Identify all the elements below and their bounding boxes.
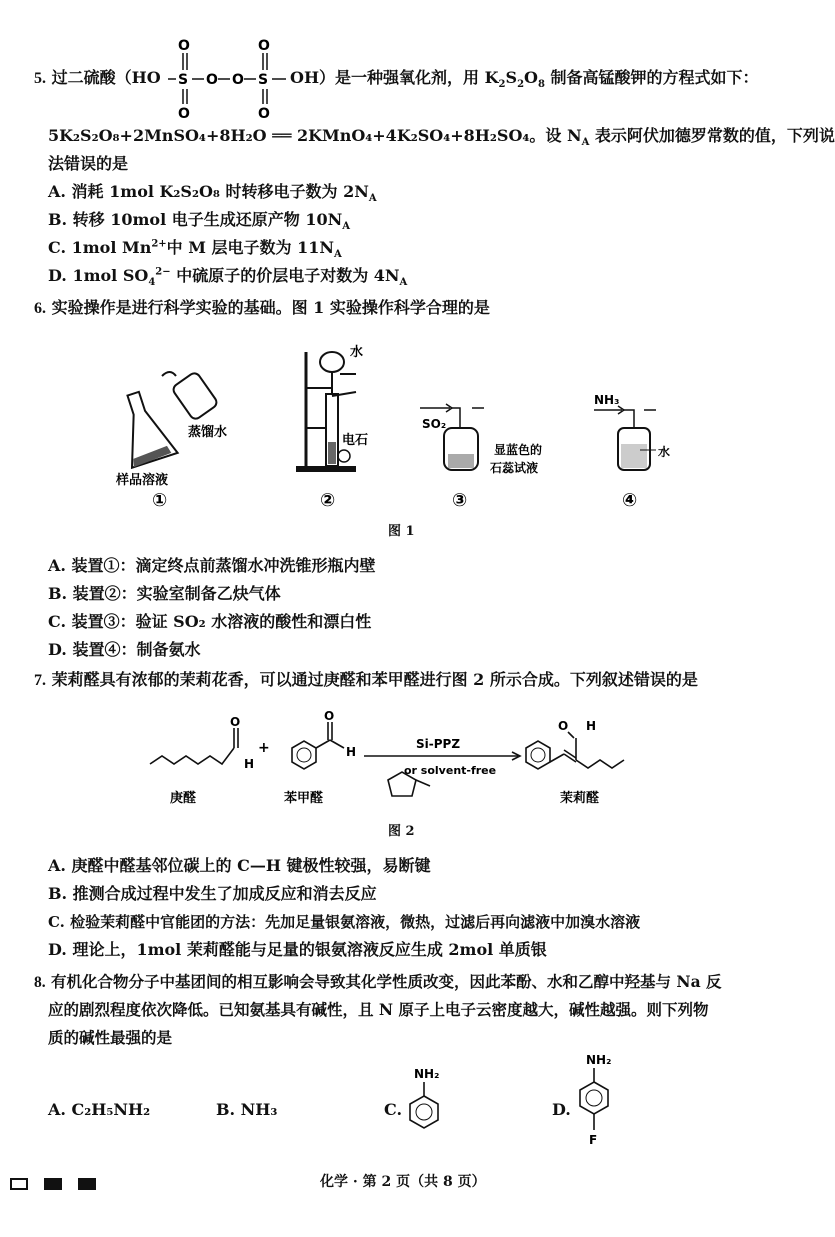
label-water-4: 水	[658, 445, 671, 459]
q5-opt-a-sub: A	[368, 193, 377, 205]
q6-stem	[34, 296, 490, 321]
q7-stem-text: 茉莉醛具有浓郁的茉莉花香，可以通过庚醛和苯甲醛进行图 2 所示合成。下列叙述错误的是	[51, 670, 698, 689]
q5-stem-line1	[34, 66, 161, 91]
q8-option-b: B. NH₃	[216, 1100, 278, 1119]
q8-stem-text1: 有机化合物分子中基团间的相互影响会导致其化学性质改变，因此苯酚、水和乙醇中羟基与 Na 反	[51, 972, 722, 991]
label-blue-litmus-1: 显蓝色的	[494, 443, 543, 457]
q7-option-a: A. 庚醛中醛基邻位碳上的 C—H 键极性较强，易断键	[48, 856, 431, 875]
q5-option-a	[48, 180, 377, 204]
q6-option-d: D. 装置④：制备氨水	[48, 640, 201, 659]
q5-opt-d-sub1: 4	[148, 277, 156, 289]
q6-option-b: B. 装置②：实验室制备乙炔气体	[48, 584, 281, 603]
q5-option-b	[48, 208, 350, 232]
question-number: 8.	[34, 974, 46, 991]
figure-1-caption: 图 1	[388, 524, 415, 539]
apparatus-4	[594, 393, 670, 511]
q5-opt-c-sub: A	[334, 249, 342, 261]
figure-1-apparatus	[110, 332, 710, 512]
heptanal-h: H	[244, 757, 255, 771]
oxygen-top-1: O	[178, 38, 190, 54]
oxygen-top-2: O	[258, 38, 270, 54]
apparatus-1-number: ①	[152, 490, 168, 511]
figure-2-caption: 图 2	[388, 824, 415, 839]
footer-mark-filled-2	[78, 1178, 96, 1190]
q6-option-a: A. 装置①：滴定终点前蒸馏水冲洗锥形瓶内壁	[48, 556, 376, 575]
label-so2: SO₂	[422, 417, 447, 431]
plus-sign: +	[258, 740, 270, 756]
oxygen-bottom-2: O	[258, 106, 270, 122]
benzaldehyde-o: O	[324, 709, 335, 723]
q5-option-d	[48, 264, 407, 288]
q5-text-g: 制备高锰酸钾的方程式如下：	[544, 68, 759, 87]
question-number: 5.	[34, 70, 46, 87]
q5-opt-b-text: B. 转移 10mol 电子生成还原产物 10N	[48, 210, 343, 229]
question-number: 6.	[34, 300, 46, 317]
q5-equation-tail: 表示阿伏加德罗常数的值，下列说	[589, 126, 835, 145]
aniline-nh2: NH₂	[414, 1067, 440, 1081]
fluoro-f: F	[589, 1133, 598, 1147]
q8-option-d: D.	[552, 1100, 571, 1119]
q5-text-e: S	[505, 68, 518, 87]
apparatus-2-number: ②	[320, 490, 336, 511]
figure-2-synthesis	[140, 700, 660, 810]
apparatus-3	[420, 404, 542, 511]
q5-opt-c-sup: 2+	[151, 238, 167, 250]
q8-option-c: C.	[384, 1100, 403, 1119]
q8-option-a: A. C₂H₅NH₂	[48, 1100, 151, 1119]
label-heptanal: 庚醛	[170, 791, 197, 806]
label-calcium-carbide: 电石	[342, 433, 369, 448]
q7-option-c: C. 检验茉莉醛中官能团的方法：先加足量银氨溶液，微热，过滤后再向滤液中加溴水溶液	[48, 913, 641, 931]
question-number: 7.	[34, 672, 46, 689]
apparatus-4-number: ④	[622, 490, 638, 511]
q5-opt-d-post: 中硫原子的价层电子对数为 4N	[170, 266, 400, 285]
apparatus-1	[110, 371, 227, 511]
q6-option-c: C. 装置③：验证 SO₂ 水溶液的酸性和漂白性	[48, 612, 372, 631]
heptanal-o: O	[230, 715, 241, 729]
q5-stem-line1b: OH）是一种强氧化剂，用 $K_2S_2O_8$ 制备高锰酸钾的方程式如下：	[290, 68, 759, 91]
q5-text-d: OH）是一种强氧化剂，用 K	[290, 68, 499, 87]
q5-text-f: O	[524, 68, 538, 87]
q5-opt-c-pre: C. 1mol Mn	[48, 238, 152, 257]
label-distilled-water: 蒸馏水	[188, 425, 228, 440]
apparatus-2	[296, 344, 368, 511]
q5-equation-text: 5K₂S₂O₈+2MnSO₄+8H₂O ══ 2KMnO₄+4K₂SO₄+8H₂SO₄。设 N	[48, 126, 582, 145]
q8-stem-1	[34, 970, 722, 995]
q6-stem-text: 实验操作是进行科学实验的基础。图 1 实验操作科学合理的是	[51, 298, 490, 317]
benzaldehyde-h: H	[346, 745, 357, 759]
jasmine-h: H	[586, 719, 597, 733]
q5-opt-b-sub: A	[342, 221, 350, 233]
label-blue-litmus-2: 石蕊试液	[490, 461, 539, 475]
sulfur-atom-2: S	[258, 72, 269, 88]
q5-eq-sub: A	[581, 137, 590, 149]
sulfur-atom-1: S	[178, 72, 189, 88]
q5-opt-c-post: 中 M 层电子数为 11N	[166, 238, 334, 257]
q5-stem-end: 法错误的是	[48, 154, 129, 173]
aniline-structure	[404, 1064, 464, 1144]
q5-text-a: 过二硫酸（HO	[51, 68, 161, 87]
oxygen-bridge-2: O	[232, 72, 244, 88]
q5-option-c	[48, 236, 342, 260]
label-water: 水	[350, 345, 364, 360]
apparatus-3-number: ③	[452, 490, 468, 511]
condition-label: or solvent-free	[404, 764, 497, 777]
oxygen-bottom-1: O	[178, 106, 190, 122]
q8-stem-2: 应的剧烈程度依次降低。已知氨基具有碱性，且 N 原子上电子云密度越大，碱性越强。则下列物	[48, 1000, 709, 1019]
q7-option-d: D. 理论上，1mol 茉莉醛能与足量的银氨溶液反应生成 2mol 单质银	[48, 940, 547, 959]
q7-stem	[34, 668, 698, 693]
label-jasminaldehyde: 茉莉醛	[560, 791, 600, 806]
q7-option-b: B. 推测合成过程中发生了加成反应和消去反应	[48, 884, 377, 903]
oxygen-bridge-1: O	[206, 72, 218, 88]
label-sample-solution: 样品溶液	[116, 473, 169, 488]
footer-mark-empty	[10, 1178, 28, 1190]
q5-opt-d-pre: D. 1mol SO	[48, 266, 149, 285]
footer-mark-filled-1	[44, 1178, 62, 1190]
fluoroaniline-nh2: NH₂	[586, 1053, 612, 1067]
jasmine-o: O	[558, 719, 569, 733]
label-nh3: NH₃	[594, 393, 620, 407]
catalyst-label: Si-PPZ	[416, 737, 461, 751]
q5-opt-d-sup: 2−	[155, 266, 171, 278]
q8-stem-3: 质的碱性最强的是	[48, 1028, 173, 1047]
q5-equation	[48, 124, 835, 148]
q5-opt-d-sub: A	[399, 277, 408, 289]
label-benzaldehyde: 苯甲醛	[284, 791, 324, 806]
fluoroaniline-structure	[572, 1050, 632, 1162]
q5-opt-a-text: A. 消耗 1mol K₂S₂O₈ 时转移电子数为 2N	[48, 182, 369, 201]
page-footer: 化学 · 第 2 页（共 8 页）	[320, 1174, 486, 1190]
